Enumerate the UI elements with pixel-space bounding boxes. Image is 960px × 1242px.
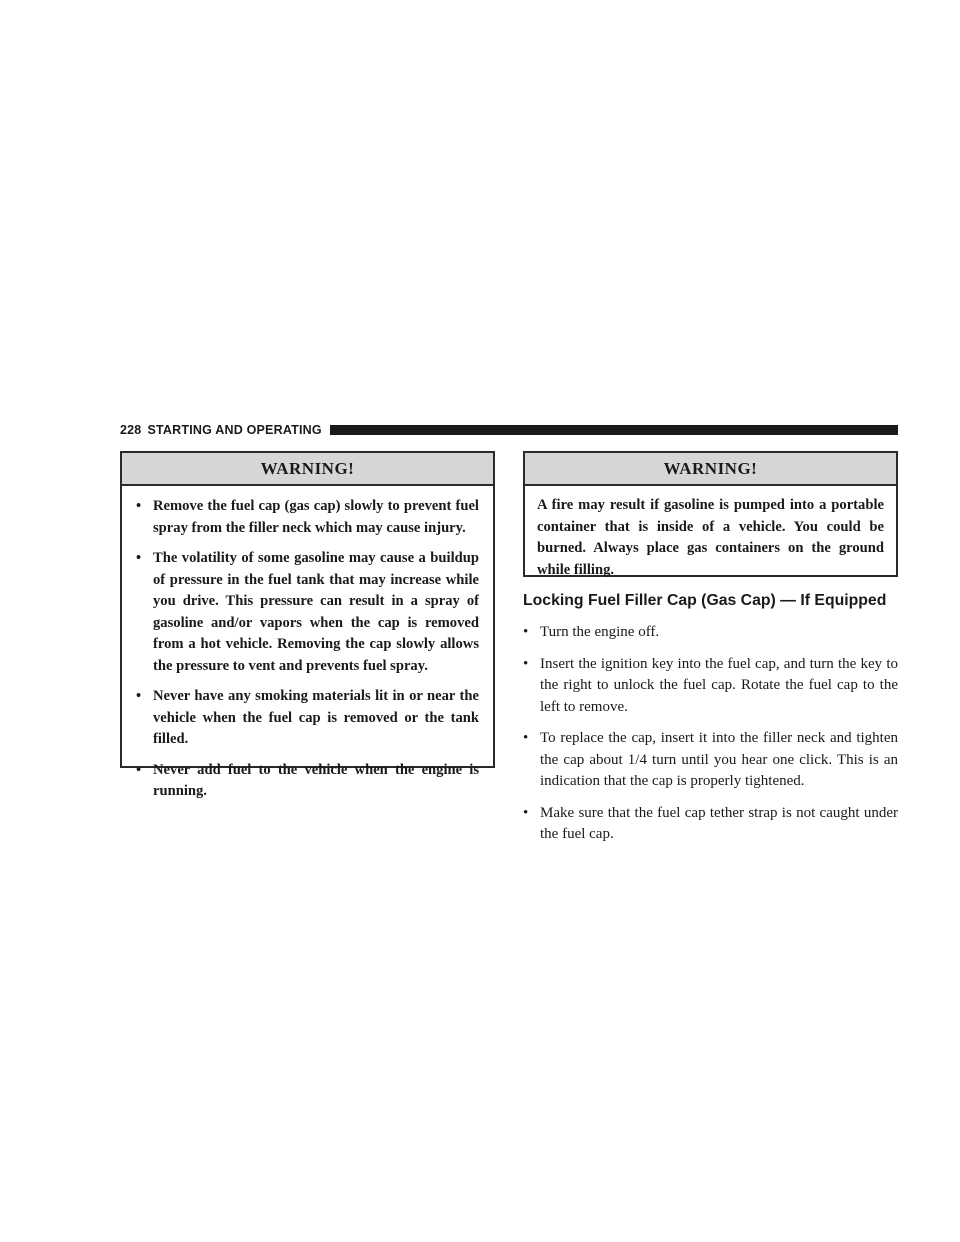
warning-title: WARNING! xyxy=(525,453,896,486)
warning-item xyxy=(136,496,479,539)
section-title: STARTING AND OPERATING xyxy=(147,423,322,437)
warning-box-portable-container xyxy=(523,451,898,577)
warning-list xyxy=(122,486,493,803)
bullet-icon: • xyxy=(523,804,529,821)
list-item-text: To replace the cap, insert it into the filler neck and tighten the cap about 1/4 turn until you hear one click. This is an indication that the cap is properly tightened. xyxy=(540,730,898,789)
bullet-icon: • xyxy=(136,688,142,704)
list-item xyxy=(523,654,898,719)
list-item-text: Make sure that the fuel cap tether strap is not caught under the fuel cap. xyxy=(540,804,898,842)
locking-cap-steps xyxy=(523,622,898,856)
list-item-text: Turn the engine off. xyxy=(540,624,660,640)
header-rule xyxy=(330,425,898,435)
bullet-icon: • xyxy=(136,498,142,514)
warning-title: WARNING! xyxy=(122,453,493,486)
warning-item-text: Never have any smoking materials lit in or near the vehicle when the fuel cap is removed or the tank filled. xyxy=(153,688,479,747)
warning-item-text: Remove the fuel cap (gas cap) slowly to prevent fuel spray from the filler neck which may cause injury. xyxy=(153,498,479,536)
list-item xyxy=(523,803,898,846)
bullet-icon: • xyxy=(523,730,529,746)
page-number: 228 xyxy=(120,423,142,437)
locking-cap-heading: Locking Fuel Filler Cap (Gas Cap) — If Equipped xyxy=(523,592,887,609)
bullet-icon: • xyxy=(523,655,529,672)
list-item-text: Insert the ignition key into the fuel cap, and turn the key to the right to unlock the fuel cap. Rotate the fuel cap to the left to remove. xyxy=(540,655,898,715)
list-item xyxy=(523,728,898,793)
warning-item xyxy=(136,760,479,803)
bullet-icon: • xyxy=(523,624,529,640)
warning-text: A fire may result if gasoline is pumped into a portable container that is inside of a vehicle. You could be burned. Always place gas containers on the ground while filling. xyxy=(537,497,884,578)
bullet-icon: • xyxy=(136,550,142,566)
warning-item xyxy=(136,686,479,751)
warning-box-fuel-cap xyxy=(120,451,495,799)
warning-item-text: Never add fuel to the vehicle when the engine is running. xyxy=(153,761,479,799)
warning-item-text: The volatility of some gasoline may cause a buildup of pressure in the fuel tank that may increase while you drive. This pressure can result in a spray of gasoline and/or vapors when the cap is removed from a hot vehicle. Removing the cap slowly allows the pressure to vent and prevents fuel spray. xyxy=(153,550,479,674)
bullet-icon: • xyxy=(136,761,142,778)
list-item xyxy=(523,622,898,644)
warning-item xyxy=(136,548,479,677)
page-header xyxy=(120,421,898,439)
